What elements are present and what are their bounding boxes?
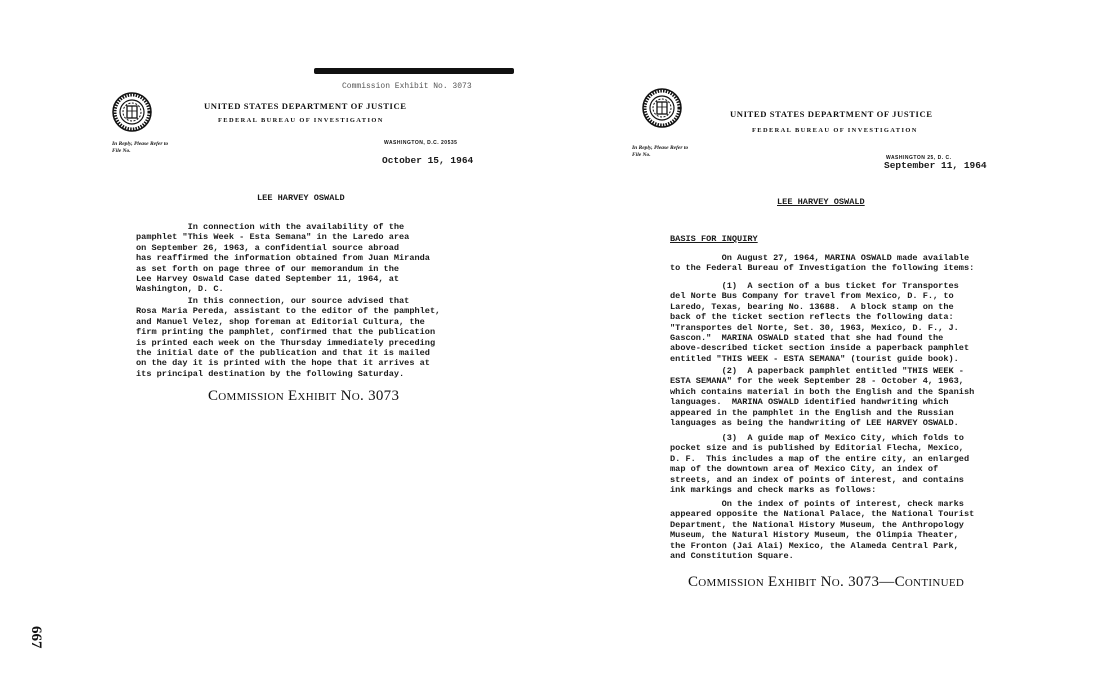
reply-note: In Reply, Please Refer to File No. — [632, 145, 689, 158]
exhibit-caption: Commission Exhibit No. 3073 — [208, 388, 400, 404]
bureau-heading: FEDERAL BUREAU OF INVESTIGATION — [752, 127, 918, 134]
document-date: September 11, 1964 — [884, 160, 987, 171]
item-3: (3) A guide map of Mexico City, which folds to pocket size and is published by Editorial Flecha, Mexico, D. F. This includes a map of the entire city, an enlarged map of the downtown area of Mexico City, an index of streets, and an index of points of interest, and contains ink markings and check marks as follows: — [670, 433, 970, 496]
subject-line: LEE HARVEY OSWALD — [257, 193, 345, 203]
department-heading: UNITED STATES DEPARTMENT OF JUSTICE — [730, 109, 933, 119]
page-number: 667 — [28, 626, 44, 649]
exhibit-caption: Commission Exhibit No. 3073—Continued — [688, 574, 965, 590]
reply-note: In Reply, Please Refer to File No. — [112, 141, 169, 154]
paragraph-2: In this connection, our source advised that Rosa Maria Pereda, assistant to the editor of the pamphlet, and Manuel Velez, shop foreman at Editorial Cultura, the firm printing the pamphlet, confirmed that the publication is printed each week on the Thursday immediately preceding the initial date of the publication and that it is mailed on the day it is printed with the hope that it arrives at its principal destination by the following Saturday. — [136, 296, 441, 379]
subject-line: LEE HARVEY OSWALD — [777, 197, 865, 207]
department-heading: UNITED STATES DEPARTMENT OF JUSTICE — [204, 101, 407, 111]
redaction-bar — [314, 68, 514, 74]
location-line: WASHINGTON, D.C. 20535 — [384, 140, 458, 146]
fbi-seal-icon — [642, 88, 682, 128]
item-1: (1) A section of a bus ticket for Transportes del Norte Bus Company for travel from Mexico, D. F., to Laredo, Texas, bearing No. 13688. A block stamp on the back of the ticket section reflects the following data: "Transportes del Norte, Set. 30, 1963, Mexico, D. F., J. Gascon." MARINA OSWALD stated that she had found the above-described ticket section inside a paperback pamphlet entitled "THIS WEEK - ESTA SEMANA" (tourist guide book). — [670, 281, 970, 364]
document-date: October 15, 1964 — [382, 155, 474, 166]
bureau-heading: FEDERAL BUREAU OF INVESTIGATION — [218, 117, 384, 124]
location-line: WASHINGTON 25, D. C. — [886, 155, 952, 161]
paragraph-1: On August 27, 1964, MARINA OSWALD made available to the Federal Bureau of Investigation the following items: — [670, 253, 975, 274]
paragraph-1: In connection with the availability of the pamphlet "This Week - Esta Semana" in the Laredo area on September 26, 1963, a confidential source abroad has reaffirmed the information obtained from Juan Miranda as set forth on page three of our memorandum in the Lee Harvey Oswald Case dated September 11, 1964, at Washington, D. C. — [136, 222, 430, 295]
exhibit-stamp: Commission Exhibit No. 3073 — [342, 82, 472, 91]
paragraph-last: On the index of points of interest, check marks appeared opposite the National Palace, the National Tourist Department, the National History Museum, the Anthropology Museum, the Natural History Museum, the Olimpia Theater, the Fronton (Jai Alai) Mexico, the Alameda Central Park, and Constitution Square. — [670, 499, 975, 562]
section-heading: BASIS FOR INQUIRY — [670, 234, 758, 244]
fbi-seal-icon — [112, 92, 152, 132]
item-2: (2) A paperback pamphlet entitled "THIS WEEK - ESTA SEMANA" for the week September 28 - October 4, 1963, which contains material in both the English and the Spanish languages. MARINA OSWALD identified handwriting which appeared in the pamphlet in the English and the Russian languages as being the handwriting of LEE HARVEY OSWALD. — [670, 366, 975, 429]
